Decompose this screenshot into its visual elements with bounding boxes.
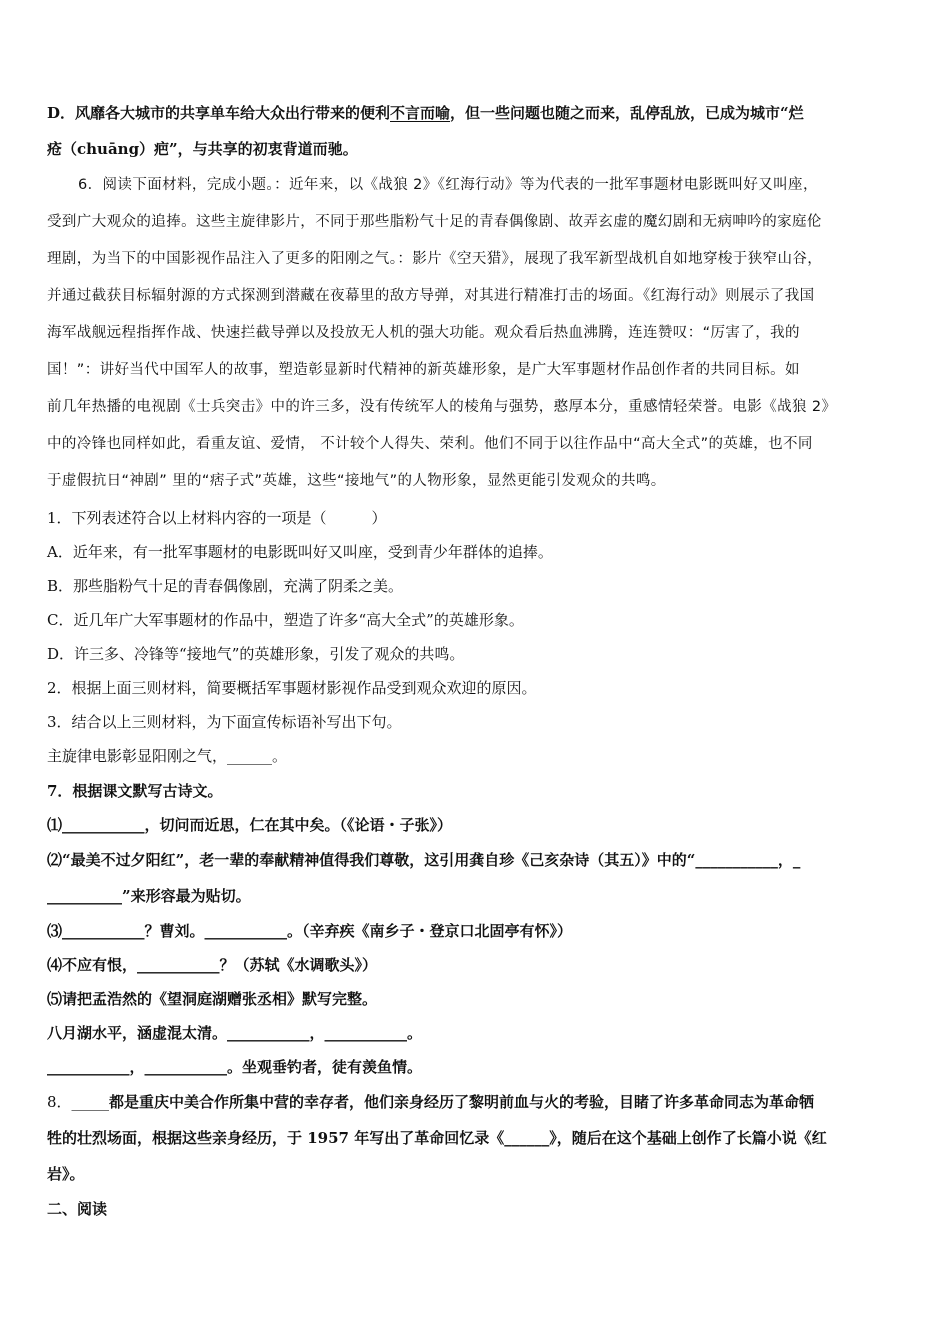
q6-passage-line: 国！”：讲好当代中国军人的故事，塑造彰显新时代精神的新英雄形象，是广大军事题材作品创作者的共同目标。如 <box>47 362 800 378</box>
q6-sub2: 2．根据上面三则材料，简要概括军事题材影视作品受到观众欢迎的原因。 <box>47 679 537 697</box>
q6-passage-line: 中的冷锋也同样如此，看重友谊、爱情， 不计较个人得失、荣利。他们不同于以往作品中“高大全式”的英雄，也不同 <box>47 436 813 452</box>
q7-title: 7．根据课文默写古诗文。 <box>47 782 223 800</box>
q5d-text-a: D．风靡各大城市的共享单车给大众出行带来的便利 <box>47 104 391 122</box>
q6-passage-line: 受到广大观众的追捧。这些主旋律影片，不同于那些脂粉气十足的青春偶像剧、故弄玄虚的魔幻剧和无病呻吟的家庭伦 <box>47 214 822 230</box>
q6-option-a: A．近年来，有一批军事题材的电影既叫好又叫座，受到青少年群体的追捧。 <box>47 543 553 561</box>
q8-blank-1: _____ <box>71 1093 110 1111</box>
q8-blank-2: ______ <box>504 1129 550 1147</box>
q5-option-d-line2: 疮（chuāng）疤”，与共享的初衷背道而驰。 <box>47 140 358 158</box>
q5-option-d-line1 <box>47 103 907 123</box>
q8-line2 <box>47 1128 907 1148</box>
q7-poem-line1: 八月湖水平，涵虚混太清。___________，___________。 <box>47 1024 423 1042</box>
q7-item-3: ⑶___________？曹刘。___________。（辛弃疾《南乡子・登京口北固亭有怀》） <box>47 922 573 940</box>
q6-passage-line: 并通过截获目标辐射源的方式探测到潜藏在夜幕里的敌方导弹，对其进行精准打击的场面。《红海行动》则展示了我国 <box>47 288 815 304</box>
q5d-underlined-idiom: 不言而喻 <box>390 104 451 122</box>
q5d-text-b: ，但一些问题也随之而来，乱停乱放，已成为城市“烂 <box>450 104 804 122</box>
section-heading-reading: 二、阅读 <box>47 1200 108 1218</box>
q6-passage-line: 6．阅读下面材料，完成小题。：近年来，以《战狼 2》《红海行动》等为代表的一批军事题材电影既叫好又叫座， <box>78 177 818 193</box>
q6-sub3: 3．结合以上三则材料，为下面宣传标语补写出下句。 <box>47 713 402 731</box>
q6-passage-line: 海军战舰远程指挥作战、快速拦截导弹以及投放无人机的强大功能。观众看后热血沸腾，连连赞叹：“厉害了，我的 <box>47 325 800 341</box>
q8-text-2a: 牲的壮烈场面，根据这些亲身经历，于 1957 年写出了革命回忆录《 <box>47 1129 505 1147</box>
q6-option-b: B．那些脂粉气十足的青春偶像剧，充满了阴柔之美。 <box>47 577 404 595</box>
q8-text-1: 都是重庆中美合作所集中营的幸存者，他们亲身经历了黎明前血与火的考验，目睹了许多革命同志为革命牺 <box>109 1093 815 1111</box>
q6-option-d: D．许三多、冷锋等“接地气”的英雄形象，引发了观众的共鸣。 <box>47 645 465 663</box>
q7-item-2-line2: __________”来形容最为贴切。 <box>47 887 251 905</box>
q6-passage-line: 理剧，为当下的中国影视作品注入了更多的阳刚之气。：影片《空天猎》，展现了我军新型战机自如地穿梭于狭窄山谷， <box>47 251 823 267</box>
q8-text-2b: 》，随后在这个基础上创作了长篇小说《红 <box>549 1129 827 1147</box>
q8-number: 8． <box>47 1093 72 1111</box>
slogan-blank: ______ <box>227 747 273 765</box>
q6-slogan <box>47 746 907 766</box>
q6-option-c: C．近几年广大军事题材的作品中，塑造了许多“高大全式”的英雄形象。 <box>47 611 524 629</box>
q7-item-1: ⑴___________，切问而近思，仁在其中矣。（《论语・子张》） <box>47 816 453 834</box>
q6-passage-line: 于虚假抗日“神剧” 里的“痞子式”英雄，这些“接地气”的人物形象，显然更能引发观众的共鸣。 <box>47 473 666 489</box>
q8-line3: 岩》。 <box>47 1165 85 1183</box>
slogan-text: 主旋律电影彰显阳刚之气， <box>47 747 228 765</box>
slogan-end: 。 <box>272 747 288 765</box>
q6-passage-line: 前几年热播的电视剧《士兵突击》中的许三多，没有传统军人的棱角与强势，憨厚本分，重感情轻荣誉。电影《战狼 2》 <box>47 399 837 415</box>
q7-item-2-line1: ⑵“最美不过夕阳红”，老一辈的奉献精神值得我们尊敬，这引用龚自珍《己亥杂诗（其五）》中的“___________，_ <box>47 851 801 869</box>
q7-poem-line2: ___________，___________。坐观垂钓者，徒有羡鱼情。 <box>47 1058 423 1076</box>
q7-item-5: ⑸请把孟浩然的《望洞庭湖赠张丞相》默写完整。 <box>47 990 378 1008</box>
q8-line1 <box>47 1092 907 1112</box>
q7-item-4: ⑷不应有恨，___________？（苏轼《水调歌头》） <box>47 956 378 974</box>
q6-sub1: 1．下列表述符合以上材料内容的一项是（ ） <box>47 509 387 527</box>
